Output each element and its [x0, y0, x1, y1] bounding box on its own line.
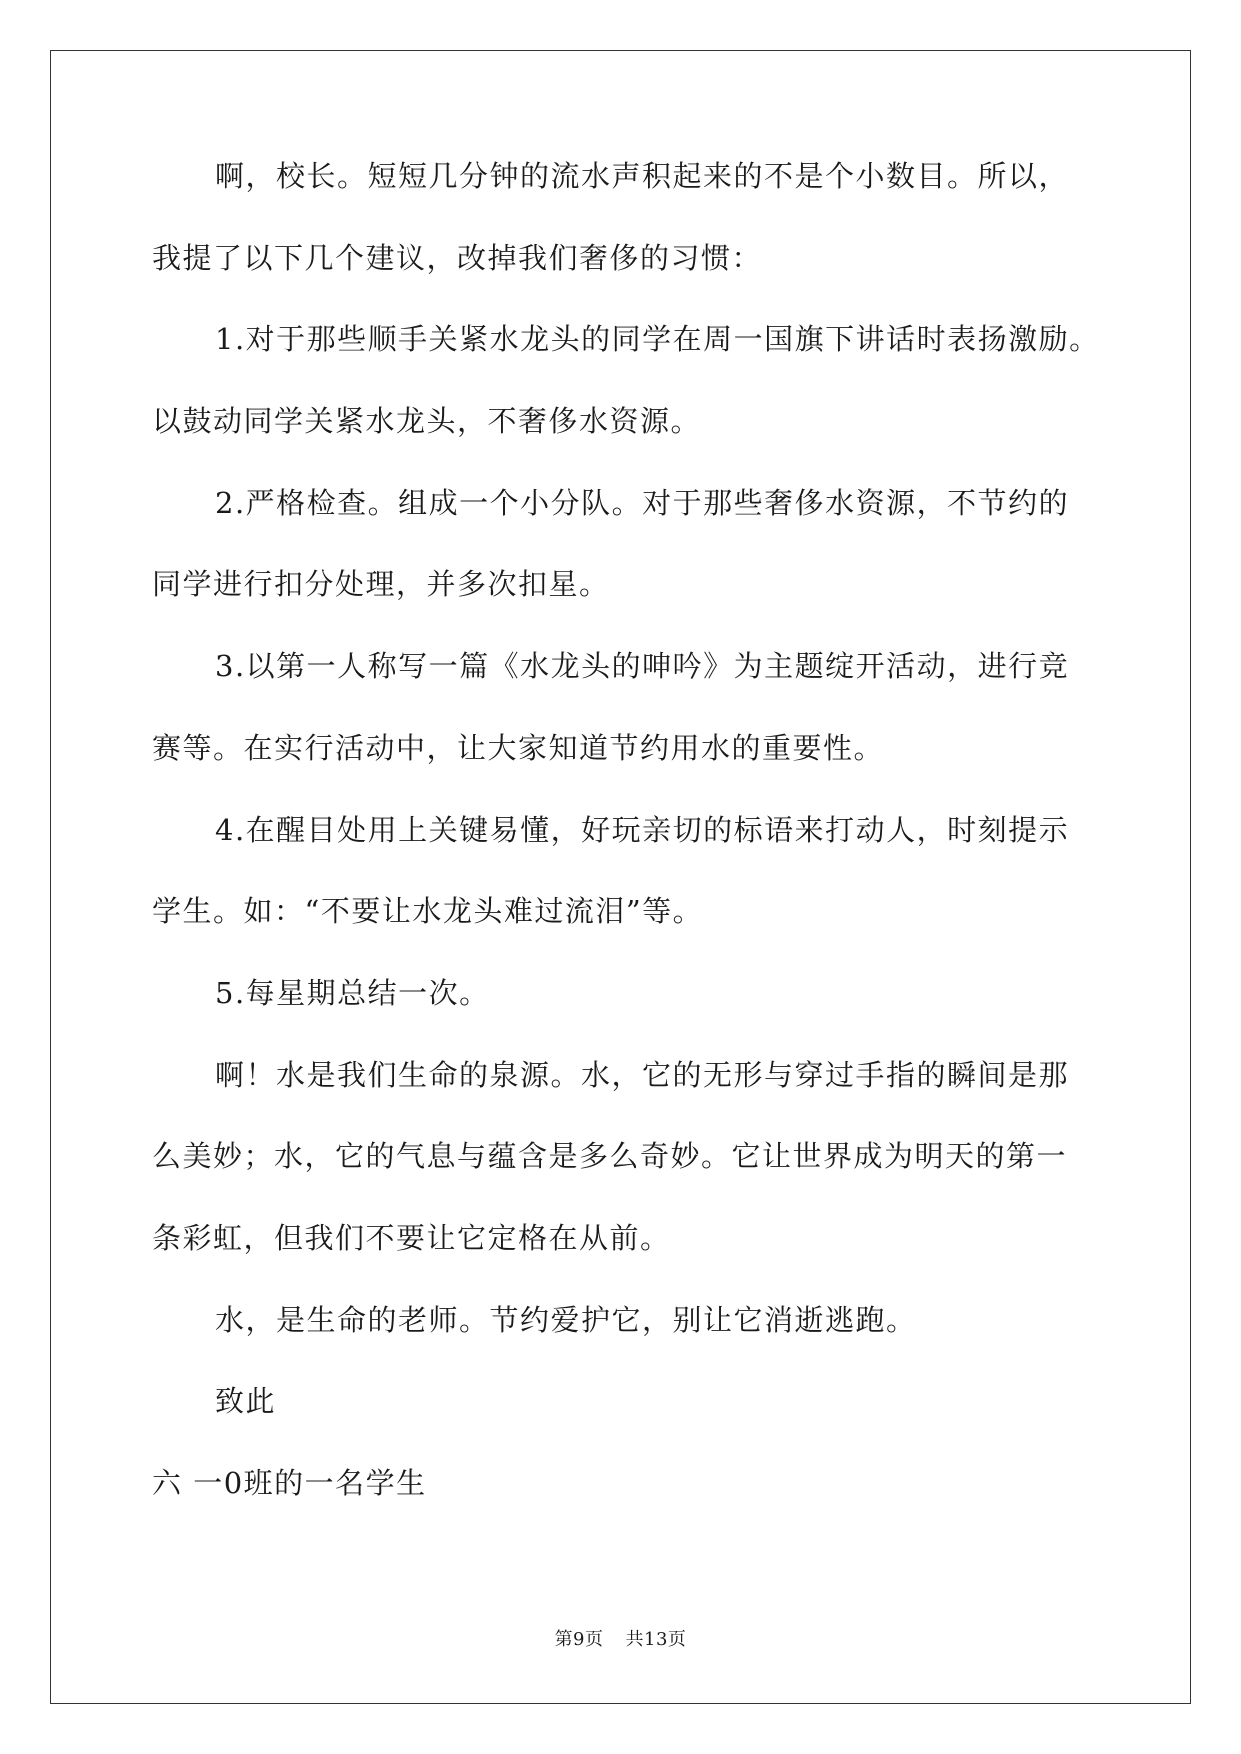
text-line: 5.每星期总结一次。 — [215, 975, 490, 1010]
text-line: 么美妙；水，它的气息与蕴含是多么奇妙。它让世界成为明天的第一 — [152, 1139, 1068, 1174]
page-footer — [0, 1628, 1241, 1652]
text-line: 同学进行扣分处理，并多次扣星。 — [152, 567, 610, 602]
document-body — [152, 156, 1100, 1545]
page-total: 共13页 — [625, 1629, 687, 1650]
text-line: 2.严格检查。组成一个小分队。对于那些奢侈水资源，不节约的 — [215, 485, 1070, 520]
text-line: 以鼓动同学关紧水龙头，不奢侈水资源。 — [152, 404, 702, 439]
text-line: 啊！水是我们生命的泉源。水，它的无形与穿过手指的瞬间是那 — [215, 1057, 1070, 1092]
text-line: 水，是生命的老师。节约爱护它，别让它消逝逃跑。 — [215, 1302, 917, 1337]
text-line: 学生。如：“不要让水龙头难过流泪”等。 — [152, 894, 704, 929]
closing-salutation: 致此 — [215, 1384, 277, 1419]
page-number: 第9页 — [554, 1629, 604, 1650]
text-line: 我提了以下几个建议，改掉我们奢侈的习惯： — [152, 240, 763, 275]
text-line: 3.以第一人称写一篇《水龙头的呻吟》为主题绽开活动，进行竞 — [215, 649, 1070, 684]
text-line: 赛等。在实行活动中，让大家知道节约用水的重要性。 — [152, 730, 885, 765]
signature-line: 六 一0班的一名学生 — [152, 1466, 427, 1500]
text-line: 啊，校长。短短几分钟的流水声积起来的不是个小数目。所以， — [215, 159, 1070, 193]
text-line: 条彩虹，但我们不要让它定格在从前。 — [152, 1220, 671, 1255]
text-line: 4.在醒目处用上关键易懂，好玩亲切的标语来打动人，时刻提示 — [215, 812, 1070, 847]
text-line: 1.对于那些顺手关紧水龙头的同学在周一国旗下讲话时表扬激励。 — [215, 322, 1100, 357]
